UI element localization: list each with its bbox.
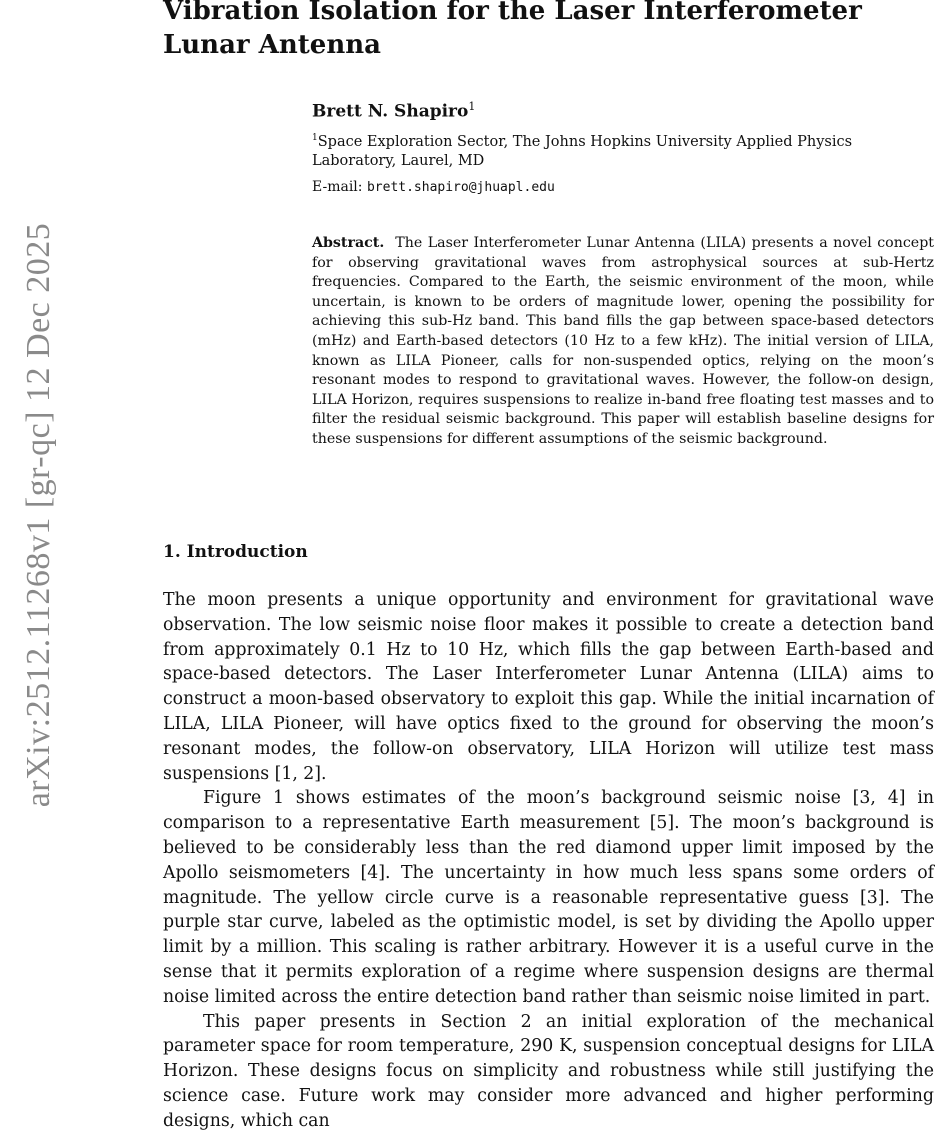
abstract (312, 234, 934, 450)
abstract-text: The Laser Interferometer Lunar Antenna (LILA) presents a novel concept for observing gravitational waves from astrophysical sources at sub-Hertz frequencies. Compared to the Earth, the seismic environment of the moon, while uncertain, is known to be orders of magnitude lower, opening the possibility for achieving this sub-Hz band. This band fills the gap between space-based detectors (mHz) and Earth-based detectors (10 Hz to a few kHz). The initial version of LILA, known as LILA Pioneer, calls for non-suspended optics, relying on the moon’s resonant modes to respond to gravitational waves. However, the follow-on design, LILA Horizon, requires suspensions to realize in-band free floating test masses and to filter the residual seismic background. This paper will establish baseline designs for these suspensions for different assumptions of the seismic background. (312, 235, 934, 447)
abstract-label: Abstract. (312, 235, 385, 251)
paper-title: Vibration Isolation for the Laser Interferometer Lunar Antenna (163, 0, 862, 60)
introduction-body (163, 588, 934, 1134)
author-affiliation-marker: 1 (468, 100, 476, 113)
affiliation-text: Space Exploration Sector, The Johns Hopkins University Applied Physics Laboratory, Laurel, MD (312, 133, 853, 170)
author-name: Brett N. Shapiro (312, 101, 469, 122)
body-paragraph: This paper presents in Section 2 an initial exploration of the mechanical parameter space for room temperature, 290 K, suspension conceptual designs for LILA Horizon. These designs focus on simplicity and robustness while still justifying the science case. Future work may consider more advanced and higher performing designs, which can (163, 1011, 934, 1131)
email-line (312, 179, 932, 195)
section-heading-introduction: 1. Introduction (163, 542, 308, 562)
author-block (312, 100, 932, 195)
email-address: brett.shapiro@jhuapl.edu (366, 180, 555, 196)
email-label: E-mail: (312, 179, 363, 196)
author (312, 100, 932, 122)
arxiv-identifier: arXiv:2512.11268v1 [gr-qc] 12 Dec 2025 (20, 222, 57, 808)
body-paragraph: The moon presents a unique opportunity and environment for gravitational wave observation. The low seismic noise floor makes it possible to create a detection band from approximately 0.1 Hz to 10 Hz, which fills the gap between Earth-based and space-based detectors. The Laser Interferometer Lunar Antenna (LILA) aims to construct a moon-based observatory to exploit this gap. While the initial incarnation of LILA, LILA Pioneer, will have optics fixed to the ground for observing the moon’s resonant modes, the follow-on observatory, LILA Horizon will utilize test mass suspensions [1, 2]. (163, 590, 934, 784)
body-paragraph: Figure 1 shows estimates of the moon’s background seismic noise [3, 4] in comparison to a representative Earth measurement [5]. The moon’s background is believed to be considerably less than the red diamond upper limit imposed by the Apollo seismometers [4]. The uncertainty in how much less spans some orders of magnitude. The yellow circle curve is a reasonable representative guess [3]. The purple star curve, labeled as the optimistic model, is set by dividing the Apollo upper limit by a million. This scaling is rather arbitrary. However it is a useful curve in the sense that it permits exploration of a regime where suspension designs are thermal noise limited across the entire detection band rather than seismic noise limited in part. (163, 788, 934, 1007)
affiliation-marker: 1 (312, 132, 318, 143)
affiliation (312, 128, 932, 172)
